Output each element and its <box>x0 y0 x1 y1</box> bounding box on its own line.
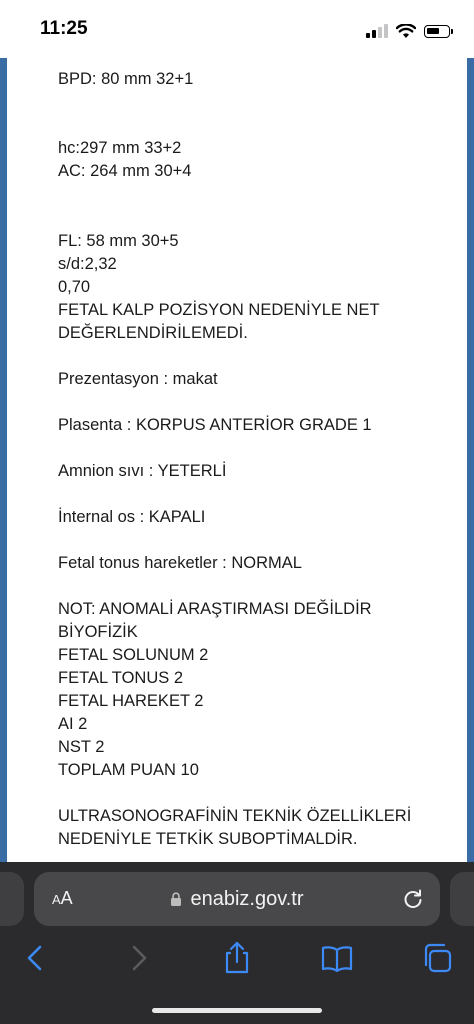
lock-icon <box>170 892 182 907</box>
back-chevron-icon[interactable] <box>18 940 54 976</box>
report-line: AC: 264 mm 30+4 <box>58 162 192 180</box>
report-line: AI 2 <box>58 715 88 733</box>
report-line: FETAL SOLUNUM 2 <box>58 646 209 664</box>
wifi-icon <box>396 24 416 39</box>
report-line: FL: 58 mm 30+5 <box>58 232 179 250</box>
web-page-content[interactable] <box>0 58 474 862</box>
toolbar-row <box>0 940 474 976</box>
page-edge-right <box>467 58 474 862</box>
previous-tab-preview[interactable] <box>0 872 24 926</box>
status-time: 11:25 <box>40 18 88 39</box>
report-line: ULTRASONOGRAFİNİN TEKNİK ÖZELLİKLERİ <box>58 807 412 825</box>
address-bar[interactable] <box>34 872 440 926</box>
report-line: Amnion sıvı : YETERLİ <box>58 462 227 480</box>
report-line: BİYOFİZİK <box>58 623 138 641</box>
page-edge-left <box>0 58 7 862</box>
report-line: FETAL HAREKET 2 <box>58 692 204 710</box>
report-line: Fetal tonus hareketler : NORMAL <box>58 554 302 572</box>
report-line: İnternal os : KAPALI <box>58 508 206 526</box>
report-line: TOPLAM PUAN 10 <box>58 761 199 779</box>
url-display[interactable] <box>34 888 440 911</box>
report-line: NST 2 <box>58 738 105 756</box>
reader-options-button[interactable]: AA <box>52 888 73 908</box>
report-line: s/d:2,32 <box>58 255 117 273</box>
report-line: 0,70 <box>58 278 91 296</box>
forward-chevron-icon[interactable] <box>120 940 156 976</box>
report-line: NOT: ANOMALİ ARAŞTIRMASI DEĞİLDİR <box>58 600 372 618</box>
bookmarks-icon[interactable] <box>319 940 355 976</box>
home-indicator <box>152 1008 322 1013</box>
browser-toolbar <box>0 862 474 1024</box>
cellular-signal-icon <box>366 24 388 38</box>
next-tab-preview[interactable] <box>450 872 474 926</box>
report-line: Prezentasyon : makat <box>58 370 218 388</box>
report-line: FETAL TONUS 2 <box>58 669 184 687</box>
url-text: enabiz.gov.tr <box>190 888 304 910</box>
report-line: DEĞERLENDİRİLEMEDİ. <box>58 324 248 342</box>
share-icon[interactable] <box>219 940 255 976</box>
reload-icon[interactable] <box>400 886 426 912</box>
status-icons <box>366 20 450 42</box>
tabs-icon[interactable] <box>419 940 455 976</box>
report-line: hc:297 mm 33+2 <box>58 139 182 157</box>
report-line: NEDENİYLE TETKİK SUBOPTİMALDİR. <box>58 830 358 848</box>
report-line: BPD: 80 mm 32+1 <box>58 70 194 88</box>
battery-icon <box>424 25 450 38</box>
report-line: Plasenta : KORPUS ANTERİOR GRADE 1 <box>58 416 372 434</box>
status-bar <box>0 0 474 58</box>
report-line: FETAL KALP POZİSYON NEDENİYLE NET <box>58 301 380 319</box>
